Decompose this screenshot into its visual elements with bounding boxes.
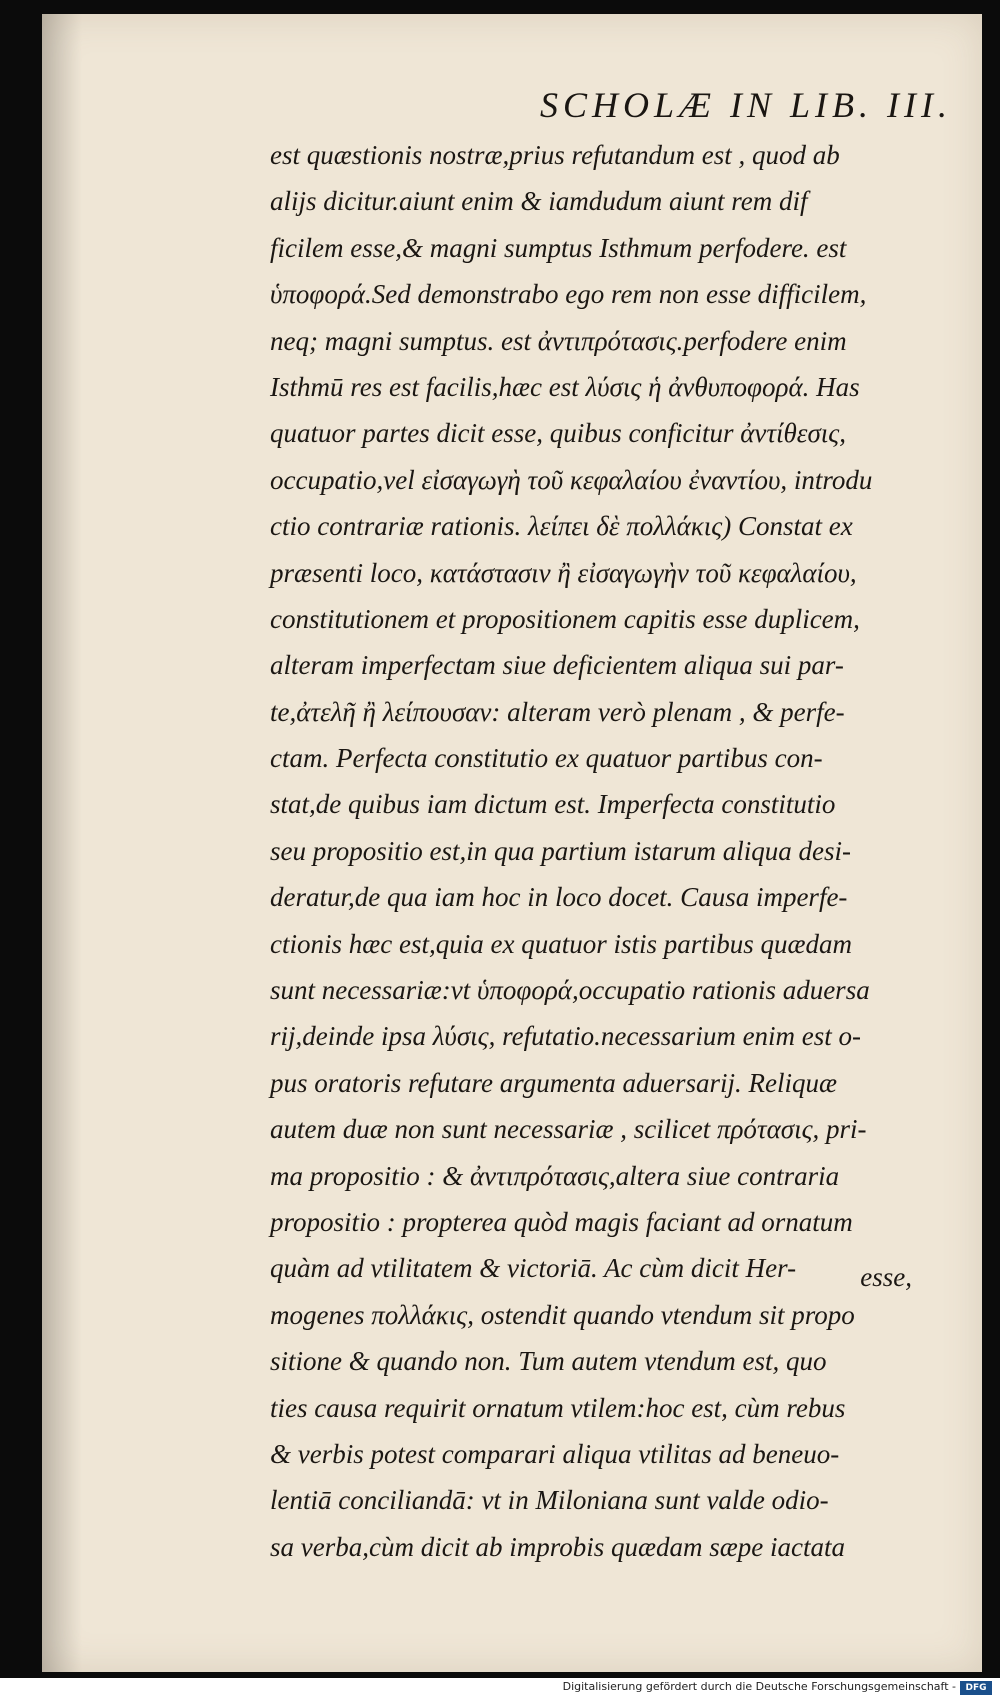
text-line: est quæstionis nostræ,prius refutandum est , quod ab <box>270 140 840 170</box>
text-line: sunt necessariæ:vt ὑποφορά,occupatio rationis aduersa <box>270 975 870 1006</box>
footer-bar <box>0 1678 1000 1699</box>
text-line: ficilem esse,& magni sumptus Isthmum perfodere. est <box>270 232 847 263</box>
text-line: deratur,de qua iam hoc in loco docet. Causa imperfe- <box>270 882 848 913</box>
text-line: occupatio,vel εἰσαγωγὴ τοῦ κεφαλαίου ἐναντίου, introdu <box>270 464 873 495</box>
text-line: ὑποφορά.Sed demonstrabo ego rem non esse difficilem, <box>270 279 867 310</box>
text-line: mogenes πολλάκις, ostendit quando vtendum sit propo <box>270 1299 855 1330</box>
text-line: sitione & quando non. Tum autem vtendum est, quo <box>270 1346 827 1377</box>
text-line: rij,deinde ipsa λύσις, refutatio.necessarium enim est o- <box>270 1021 862 1052</box>
text-line: te,ἀτελῆ ἢ λείπουσαν: alteram verò plenam , & perfe- <box>270 696 845 727</box>
text-line: & verbis potest comparari aliqua vtilitas ad beneuo- <box>270 1438 840 1469</box>
text-line: alteram imperfectam siue deficientem aliqua sui par- <box>270 650 844 681</box>
body-text <box>270 132 960 1570</box>
book-page <box>42 14 982 1672</box>
text-line: ctio contrariæ rationis. λείπει δὲ πολλάκις) Constat ex <box>270 511 853 542</box>
text-line: constitutionem et propositionem capitis esse duplicem, <box>270 603 860 634</box>
text-line: lentiā conciliandā: vt in Miloniana sunt valde odio- <box>270 1485 829 1516</box>
text-line: præsenti loco, κατάστασιν ἢ εἰσαγωγὴν τοῦ κεφαλαίου, <box>270 557 857 588</box>
text-line: neq; magni sumptus. est ἀντιπρότασις.perfodere enim <box>270 325 847 356</box>
text-line: sa verba,cùm dicit ab improbis quædam sæpe iactata <box>270 1531 845 1562</box>
text-line: autem duæ non sunt necessariæ , scilicet πρότασις, pri- <box>270 1114 867 1145</box>
running-header: SCHOLÆ IN LIB. III. <box>539 85 952 125</box>
text-line: ties causa requirit ornatum vtilem:hoc est, cùm rebus <box>270 1392 846 1423</box>
gutter-shadow <box>42 14 82 1672</box>
text-line: ctam. Perfecta constitutio ex quatuor partibus con- <box>270 743 823 774</box>
text-line: ctionis hæc est,quia ex quatuor istis partibus quædam <box>270 928 853 959</box>
text-line: Isthmū res est facilis,hæc est λύσις ἡ ἀνθυποφορά. Has <box>270 371 860 402</box>
dfg-logo-icon: DFG <box>960 1681 992 1695</box>
text-line: quàm ad vtilitatem & victoriā. Ac cùm dicit Her- <box>270 1253 797 1284</box>
text-line: pus oratoris refutare argumenta aduersarij. Reliquæ <box>270 1067 837 1098</box>
text-line: seu propositio est,in qua partium istarum aliqua desi- <box>270 835 852 866</box>
text-line: ma propositio : & ἀντιπρότασις,altera siue contraria <box>270 1160 840 1191</box>
text-line: propositio : propterea quòd magis faciant ad ornatum <box>270 1206 853 1237</box>
funding-credit: Digitalisierung gefördert durch die Deutsche Forschungsgemeinschaft - <box>562 1680 956 1693</box>
text-line: stat,de quibus iam dictum est. Imperfecta constitutio <box>270 789 836 820</box>
text-line: alijs dicitur.aiunt enim & iamdudum aiunt rem dif <box>270 186 808 217</box>
text-line: quatuor partes dicit esse, quibus conficitur ἀντίθεσις, <box>270 418 846 449</box>
catchword: esse, <box>860 1262 912 1292</box>
